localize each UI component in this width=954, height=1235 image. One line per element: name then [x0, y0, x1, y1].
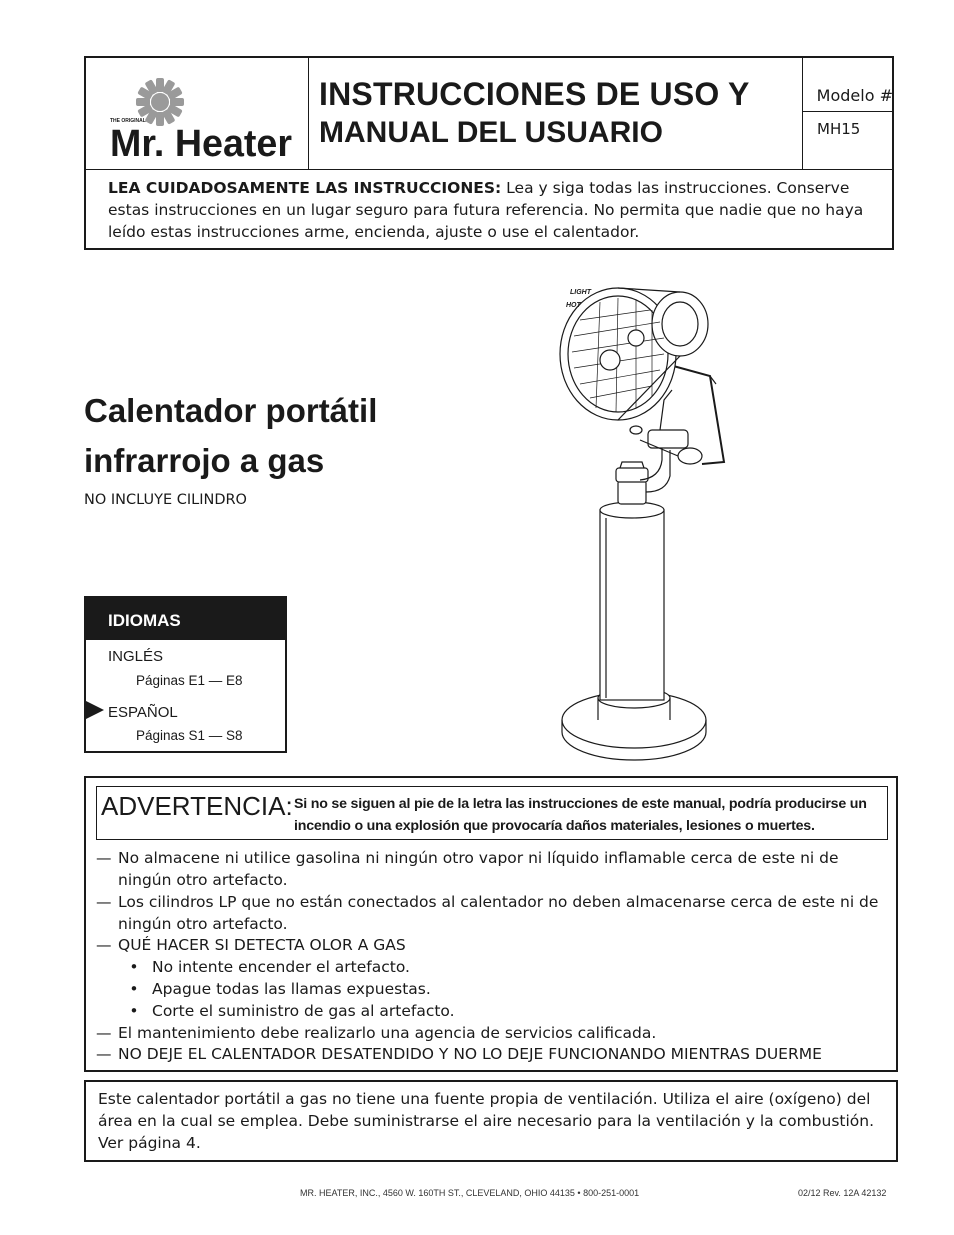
product-title-line1: Calentador portátil [84, 392, 378, 429]
product-subtitle: NO INCLUYE CILINDRO [84, 492, 247, 508]
warning-title: ADVERTENCIA: [101, 791, 293, 821]
manual-title-line2: MANUAL DEL USUARIO [319, 116, 663, 149]
dial-label-light: LIGHT [570, 289, 591, 296]
logo [86, 58, 309, 169]
language-spanish: ESPAÑOL [108, 704, 178, 721]
warning-item-1: — No almacene ni utilice gasolina ni ningún otro vapor ni líquido inflamable cerca de este ni de [96, 849, 839, 867]
warning-text: Si no se siguen al pie de la letra las instrucciones de este manual, podría producirse un incendio o una explosión que provocaría daños materiales, lesiones o muertes. [294, 796, 867, 834]
warning-item-3: — QUÉ HACER SI DETECTA OLOR A GAS [96, 936, 406, 954]
logo-brand-text: Mr. Heater [110, 123, 293, 165]
title-cell [309, 58, 802, 169]
warning-item-5: — NO DEJE EL CALENTADOR DESATENDIDO Y NO LO DEJE FUNCIONANDO MIENTRAS DUERME [96, 1045, 822, 1063]
warning-item-4: — El mantenimiento debe realizarlo una agencia de servicios calificada. [96, 1024, 657, 1042]
header-box [84, 56, 894, 250]
footer-address: MR. HEATER, INC., 4560 W. 160TH ST., CLEVELAND, OHIO 44135 • 800-251-0001 [300, 1188, 640, 1198]
read-instructions-note [108, 177, 878, 243]
logo-small-text: THE ORIGINAL [110, 118, 146, 124]
ventilation-box [84, 1080, 898, 1162]
languages-heading: IDIOMAS [108, 611, 181, 630]
selected-language-arrow-icon [84, 700, 104, 720]
language-english-pages: Páginas E1 — E8 [136, 673, 243, 688]
warning-item-2-cont: ningún otro artefacto. [118, 915, 288, 933]
note-bold-lead: LEA CUIDADOSAMENTE LAS INSTRUCCIONES: [108, 179, 502, 197]
languages-box [84, 596, 287, 753]
warning-item-1-cont: ningún otro artefacto. [118, 871, 288, 889]
dial-label-hot: HOT [566, 302, 581, 309]
model-label: Modelo # [803, 86, 893, 112]
product-title-line2: infrarrojo a gas [84, 442, 325, 479]
model-cell [802, 58, 895, 169]
sunburst-logo-icon [86, 58, 308, 169]
model-value: MH15 [817, 120, 861, 138]
footer-revision: 02/12 Rev. 12A 42132 [798, 1188, 887, 1198]
note-text: Lea y siga todas las instrucciones. Conserve estas instrucciones en un lugar seguro para futura referencia. No permita que nadie que no haya leído estas instrucciones arme, encienda, ajuste o use el calentador. [108, 179, 864, 241]
warning-bullet-2: • Apague todas las llamas expuestas. [129, 980, 431, 998]
header-top-row [86, 58, 892, 170]
languages-header [86, 598, 285, 640]
warning-header [96, 786, 888, 840]
heater-illustration [540, 280, 740, 762]
warning-item-2: — Los cilindros LP que no están conectados al calentador no deben almacenarse cerca de este ni de [96, 893, 879, 911]
language-spanish-pages: Páginas S1 — S8 [136, 728, 243, 743]
warning-bullet-3: • Corte el suministro de gas al artefacto. [129, 1002, 455, 1020]
manual-title-line1: INSTRUCCIONES DE USO Y [319, 76, 750, 112]
warning-bullet-1: • No intente encender el artefacto. [129, 958, 410, 976]
ventilation-text: Este calentador portátil a gas no tiene una fuente propia de ventilación. Utiliza el aire (oxígeno) del área en la cual se emplea. Debe suministrarse el aire necesario para la ventilación y la combustión. Ver página 4. [98, 1090, 875, 1152]
language-english: INGLÉS [108, 648, 164, 665]
warning-box [84, 776, 898, 1072]
